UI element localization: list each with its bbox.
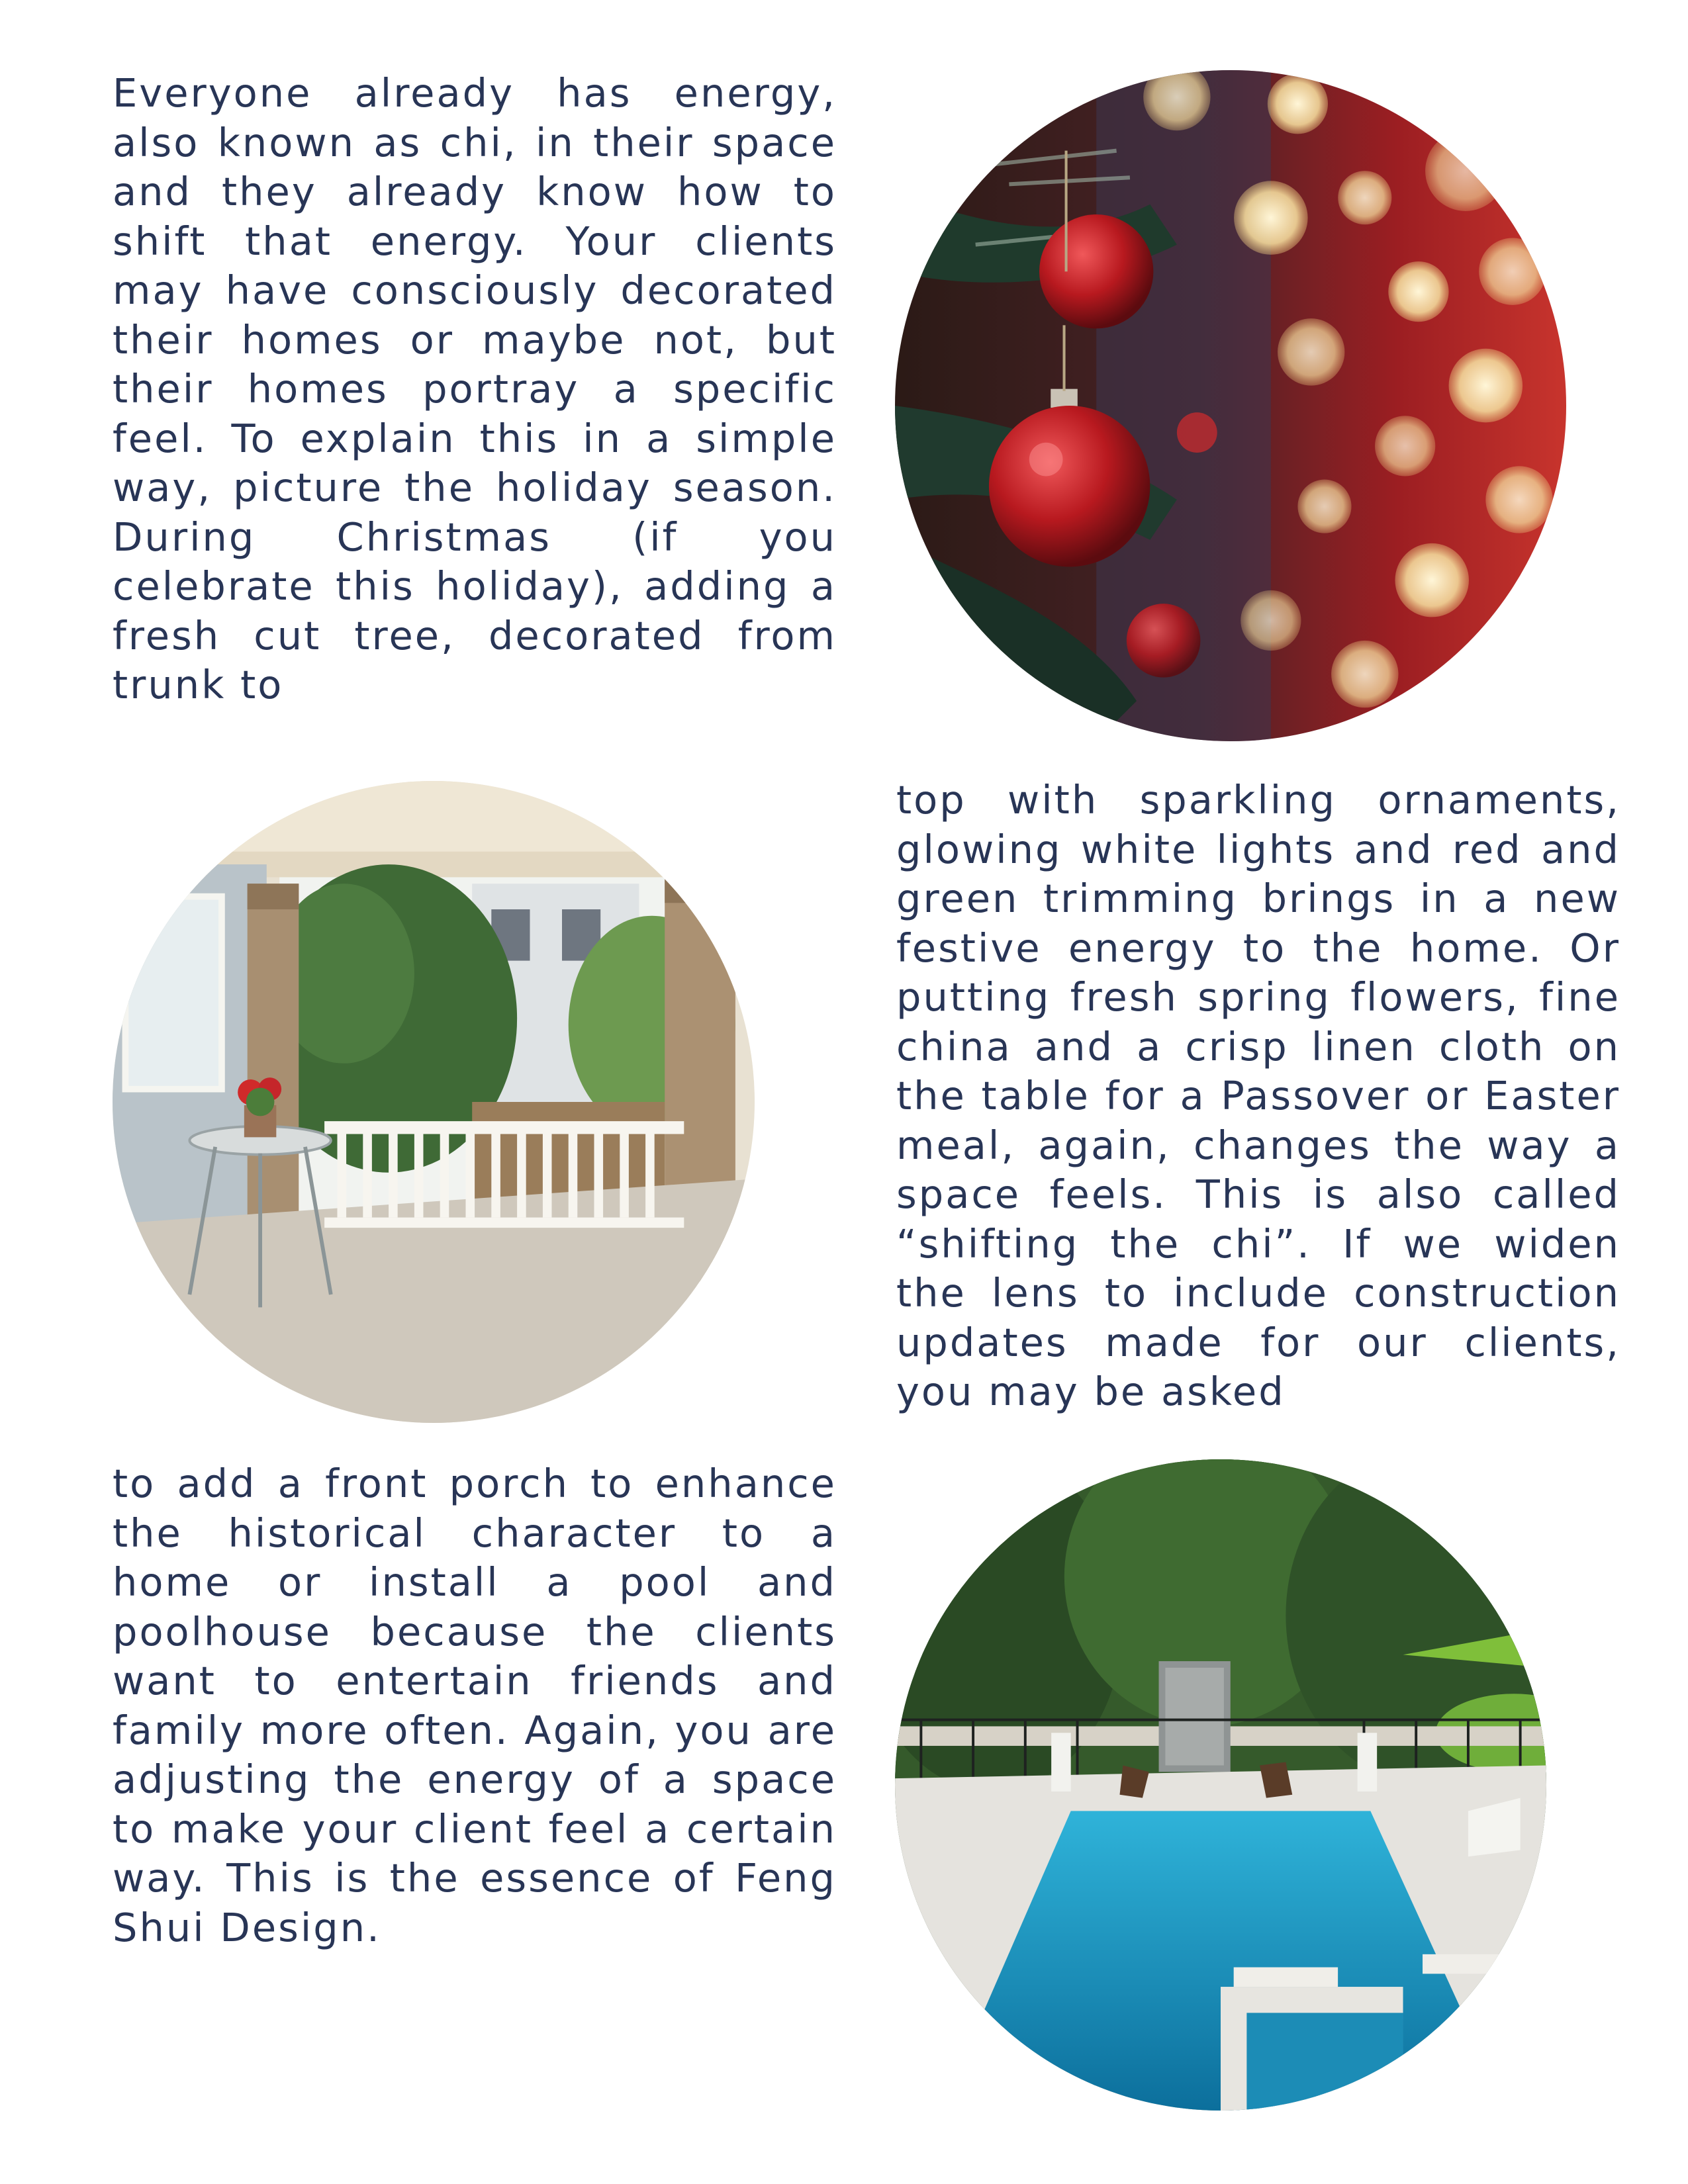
- front-porch-photo: [113, 781, 755, 1423]
- article-paragraph-3: to add a front porch to enhance the historical character to a home or install a pool and poolhouse because the clients want to entertain friends and family more often. Again, you are adjusting the energy of a space to make your client feel a certain way. This is the essence of Feng Shui Design.: [113, 1461, 837, 1950]
- christmas-ornament-photo: [895, 70, 1566, 741]
- article-paragraph-2: top with sparkling ornaments, glowing white lights and red and green trimming brings in a new festive energy to the home. Or putting fresh spring flowers, fine china and a crisp linen cloth on the table for a Passover or Easter meal, again, changes the way a space feels. This is also called “shifting the chi”. If we widen the lens to include construction updates made for our clients, you may be asked: [896, 777, 1620, 1414]
- pool-photo: [895, 1459, 1546, 2111]
- article-paragraph-1: Everyone already has energy, also known as chi, in their space and they already know how to shift that energy. Your clients may have consciously decorated their homes or maybe not, but their homes portray a specific feel. To explain this in a simple way, picture the holiday season. During Christmas (if you celebrate this holiday), adding a fresh cut tree, decorated from trunk to: [113, 70, 837, 707]
